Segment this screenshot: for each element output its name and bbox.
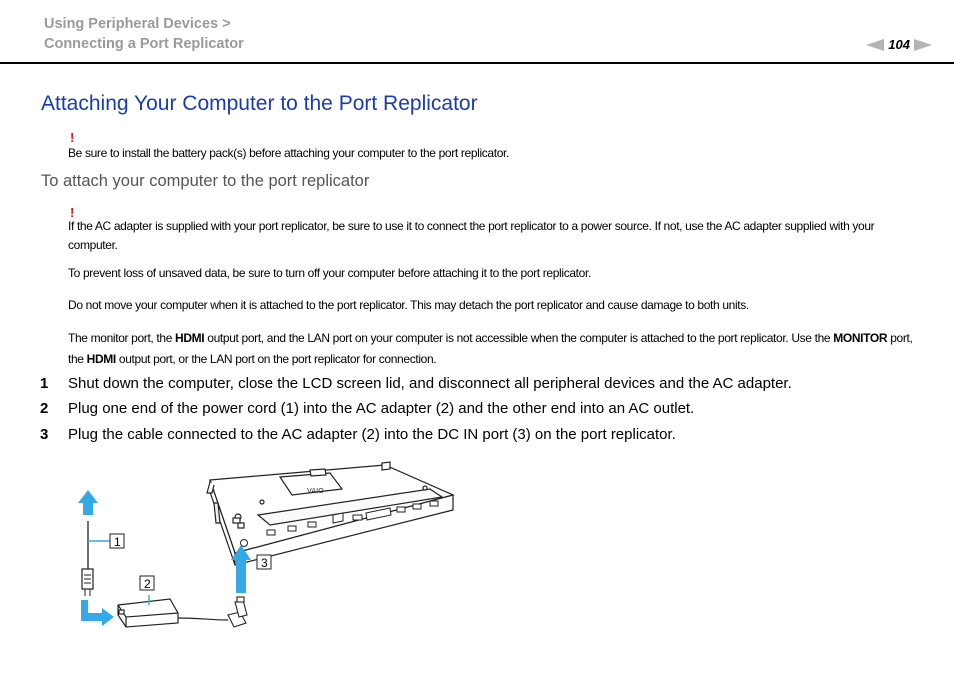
breadcrumb bbox=[44, 16, 231, 32]
breadcrumb-item-page: Connecting a Port Replicator bbox=[44, 36, 244, 52]
page-title: Attaching Your Computer to the Port Replicator bbox=[41, 92, 478, 115]
page-number: 104 bbox=[888, 37, 910, 52]
vaio-logo: VAIO bbox=[307, 487, 324, 495]
step-3 bbox=[40, 426, 676, 443]
caution-icon: ! bbox=[70, 130, 75, 145]
ac-adapter-illustration bbox=[118, 599, 178, 627]
monitor-label: MONITOR bbox=[833, 331, 888, 345]
dc-cable bbox=[178, 618, 228, 620]
power-cord-illustration bbox=[78, 490, 114, 626]
callout-2-label: 2 bbox=[144, 577, 151, 591]
breadcrumb-separator: > bbox=[222, 16, 231, 32]
step-number: 2 bbox=[40, 400, 49, 417]
step-text: Shut down the computer, close the LCD screen lid, and disconnect all peripheral devices and the AC adapter. bbox=[68, 375, 792, 392]
caution-text-battery: Be sure to install the battery pack(s) before attaching your computer to the port replicator. bbox=[68, 146, 510, 160]
next-page-arrow-icon[interactable] bbox=[914, 39, 932, 51]
header-rule bbox=[0, 62, 954, 64]
step-text: Plug one end of the power cord (1) into the AC adapter (2) and the other end into an AC outlet. bbox=[68, 400, 695, 417]
step-text: Plug the cable connected to the AC adapter (2) into the DC IN port (3) on the port replicator. bbox=[68, 426, 676, 443]
step-1 bbox=[40, 375, 792, 392]
dc-plug-illustration bbox=[228, 597, 247, 627]
note-unsaved-data: To prevent loss of unsaved data, be sure to turn off your computer before attaching it to the port replicator. bbox=[68, 266, 591, 280]
caution-icon: ! bbox=[70, 205, 75, 220]
breadcrumb-item-section[interactable]: Using Peripheral Devices bbox=[44, 16, 219, 32]
page-navigator bbox=[866, 37, 932, 52]
port-replicator-diagram bbox=[70, 455, 470, 640]
note-ports-text: output port, or the LAN port on the port replicator for connection. bbox=[115, 352, 437, 366]
callout-1-label: 1 bbox=[114, 535, 121, 549]
caution-text-ac-adapter: If the AC adapter is supplied with your port replicator, be sure to use it to connect the port replicator to a power source. If not, use the AC adapter supplied with your computer. bbox=[68, 219, 875, 252]
note-ports bbox=[68, 328, 918, 370]
callout-3-label: 3 bbox=[261, 556, 268, 570]
hdmi-label: HDMI bbox=[86, 352, 116, 366]
note-ports-text: The monitor port, the bbox=[68, 331, 176, 345]
hdmi-label: HDMI bbox=[175, 331, 205, 345]
section-subheading: To attach your computer to the port replicator bbox=[41, 172, 370, 190]
note-ports-text: port, the bbox=[68, 331, 913, 366]
step-2 bbox=[40, 400, 694, 417]
previous-page-arrow-icon[interactable] bbox=[866, 39, 884, 51]
note-do-not-move: Do not move your computer when it is attached to the port replicator. This may detach the port replicator and cause damage to both units. bbox=[68, 298, 749, 312]
step-number: 1 bbox=[40, 375, 49, 392]
note-ports-text: output port, and the LAN port on your computer is not accessible when the computer is attached to the port replicator. Use the bbox=[204, 331, 834, 345]
step-number: 3 bbox=[40, 426, 49, 443]
